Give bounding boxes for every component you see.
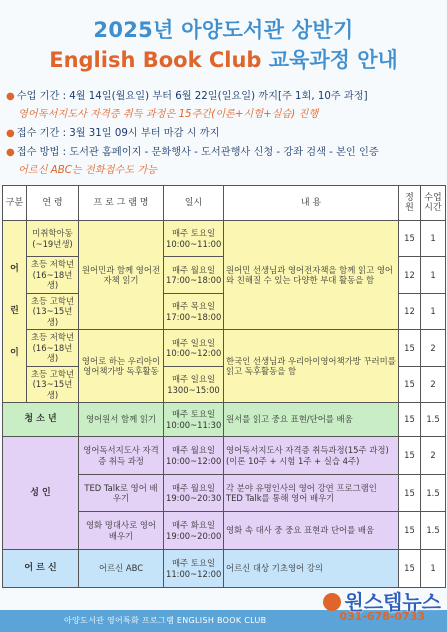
capacity-cell: 15: [399, 403, 421, 437]
info-reception: [6, 127, 444, 141]
table-row: [3, 403, 446, 437]
capacity-cell: 15: [399, 221, 421, 257]
content-cell: 한국인 선생님과 우리아이영어책가방 꾸러미를 읽고 독후활동을 함: [224, 330, 399, 403]
bullet-icon: ●: [6, 147, 15, 158]
schedule-cell: 매주 일요일 1300~15:00: [164, 367, 224, 403]
watermark-phone: 031-678-0733: [339, 610, 425, 623]
program-cell: 어르신 ABC: [79, 550, 164, 588]
logo-icon: [323, 593, 341, 611]
hours-cell: 1: [421, 294, 446, 330]
program-cell: 영어독서지도사 자격증 취득 과정: [79, 437, 164, 475]
header-content: 내 용: [224, 186, 399, 221]
category-adult: 성 인: [3, 437, 79, 550]
category-children: 어 린 이: [3, 221, 27, 403]
capacity-cell: 12: [399, 257, 421, 294]
title-english: English Book Club: [49, 48, 262, 72]
footer-text: 아양도서관 영어특화 프로그램 ENGLISH BOOK CLUB: [64, 616, 267, 625]
hours-cell: 1.5: [421, 403, 446, 437]
capacity-cell: 15: [399, 550, 421, 588]
header-age: 연 령: [27, 186, 79, 221]
content-cell: 원어민 선생님과 영어전자책을 함께 읽고 영어와 친해질 수 있는 다양한 부대 활동을 함: [224, 221, 399, 330]
reception-text: 접수 기간 : 3월 31일 09시 부터 마감 시 까지: [16, 128, 220, 139]
bullet-icon: ●: [6, 128, 15, 139]
header-category: 구분: [3, 186, 27, 221]
title-korean: 교육과정 안내: [268, 48, 398, 72]
content-cell: 각 분야 유명인사의 영어 강연 프로그램인 TED Talk를 통해 영어 배우기: [224, 475, 399, 512]
title-line-1: 2025년 아양도서관 상반기: [93, 18, 354, 42]
header-program: 프 로 그 램 명: [79, 186, 164, 221]
table-row: [3, 550, 446, 588]
content-cell: 어르신 대상 기초영어 강의: [224, 550, 399, 588]
schedule-cell: 매주 월요일 19:00~20:30: [164, 475, 224, 512]
hours-cell: 2: [421, 367, 446, 403]
capacity-cell: 15: [399, 330, 421, 367]
header-capacity: 정원: [399, 186, 421, 221]
table-row: [3, 437, 446, 475]
watermark-text: 원스텝뉴스: [344, 590, 441, 614]
schedule-cell: 매주 화요일 19:00~20:00: [164, 512, 224, 550]
info-period-note: [18, 108, 447, 122]
content-cell: 원서를 읽고 중요 표현/단어를 배움: [224, 403, 399, 437]
title-line-2: [0, 44, 447, 74]
hours-cell: 1: [421, 257, 446, 294]
age-cell: 미취학아동(~19년생): [27, 221, 79, 257]
schedule-table: [2, 185, 446, 588]
program-cell: 영어원서 함께 읽기: [79, 403, 164, 437]
info-period: [6, 90, 444, 104]
schedule-cell: 매주 월요일 10:00~12:00: [164, 437, 224, 475]
capacity-cell: 12: [399, 294, 421, 330]
content-cell: 영어독서지도사 자격증 취득과정(15주 과정) (이론 10주 + 시험 1주 + 실습 4주): [224, 437, 399, 475]
header-schedule: 일시: [164, 186, 224, 221]
hours-cell: 1: [421, 550, 446, 588]
program-cell: 영어로 하는 우리아이영어책가방 독후활동: [79, 330, 164, 403]
hours-cell: 1: [421, 221, 446, 257]
category-youth: 청 소 년: [3, 403, 79, 437]
schedule-cell: 매주 목요일 17:00~18:00: [164, 294, 224, 330]
capacity-cell: 15: [399, 475, 421, 512]
program-cell: 영화 명대사로 영어 배우기: [79, 512, 164, 550]
capacity-cell: 15: [399, 367, 421, 403]
content-cell: 영화 속 대사 중 중요 표현과 단어를 배움: [224, 512, 399, 550]
hours-cell: 2: [421, 437, 446, 475]
bullet-icon: ●: [6, 91, 15, 102]
schedule-cell: 매주 토요일 10:00~11:00: [164, 221, 224, 257]
hours-cell: 1.5: [421, 475, 446, 512]
hours-cell: 2: [421, 330, 446, 367]
table-header-row: [3, 186, 446, 221]
header-hours: 수업시간: [421, 186, 446, 221]
table-row: [3, 330, 446, 367]
info-method: [6, 146, 444, 160]
category-senior: 어 르 신: [3, 550, 79, 588]
method-text: 접수 방법 : 도서관 홈페이지 - 문화행사 - 도서관행사 신청 - 강좌 검색 - 본인 인증: [16, 147, 379, 158]
capacity-cell: 15: [399, 512, 421, 550]
info-method-note: [18, 164, 447, 178]
method-note-text: 어르신 ABC는 전화접수도 가능: [18, 165, 158, 176]
schedule-cell: 매주 토요일 11:00~12:00: [164, 550, 224, 588]
capacity-cell: 15: [399, 437, 421, 475]
schedule-cell: 매주 토요일 10:00~11:30: [164, 403, 224, 437]
program-cell: TED Talk로 영어 배우기: [79, 475, 164, 512]
age-cell: 초등 저학년(16~18년생): [27, 257, 79, 294]
schedule-cell: 매주 일요일 10:00~12:00: [164, 330, 224, 367]
schedule-cell: 매주 월요일 17:00~18:00: [164, 257, 224, 294]
age-cell: 초등 저학년(16~18년생): [27, 330, 79, 367]
age-cell: 초등 고학년(13~15년생): [27, 294, 79, 330]
age-cell: 초등 고학년(13~15년생): [27, 367, 79, 403]
table-row: [3, 221, 446, 257]
hours-cell: 1.5: [421, 512, 446, 550]
program-cell: 원어민과 함께 영어전자책 읽기: [79, 221, 164, 330]
period-note-text: 영어독서지도사 자격증 취득 과정은 15주간(이론+시험+실습) 진행: [18, 109, 319, 120]
period-text: 수업 기간 : 4월 14일(월요일) 부터 6월 22일(일요일) 까지[주 1회, 10주 과정]: [16, 91, 368, 102]
